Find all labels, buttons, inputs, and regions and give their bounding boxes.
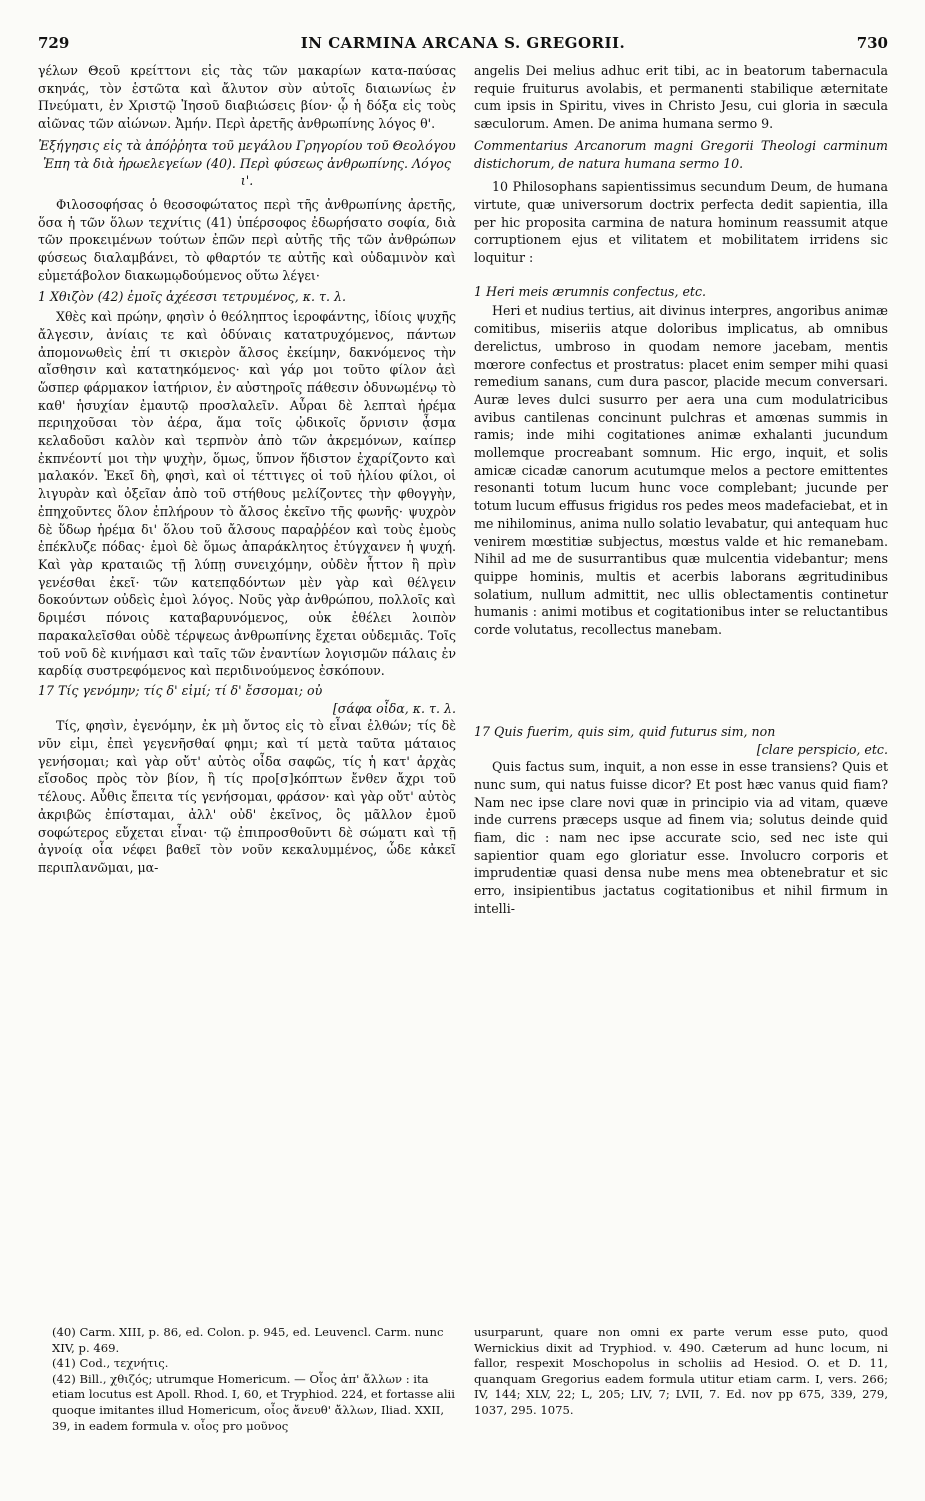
column-gap xyxy=(474,639,888,723)
latin-paragraph: Quis factus sum, inquit, a non esse in esse transiens? Quis et nunc sum, qui natus fuisse dicor? Et post hæc vanus quid fiam? Nam nec ipse clare novi quæ in principio via ad vitam, quæve inde currens præceps usque ad finem via; solutus deinde quid fiam, dic : nam nec ipse accurate scio, sed nec iste qui sapientior quam ego gloriatur esse. Involucro corporis et imprudentiæ quasi densa nube mens mea obtenebratur et sic erro, insipientibus jactatus cogitationibus et nihil firmum in intelli- xyxy=(474,759,888,916)
greek-lemma: 17 Τίς γενόμην; τίς δ' εἰμί; τί δ' ἔσσομαι; οὐ xyxy=(38,682,323,698)
page-number-right: 730 xyxy=(856,34,888,52)
latin-column xyxy=(474,62,888,918)
footnotes-right xyxy=(474,1325,888,1419)
page-number-left: 729 xyxy=(38,34,70,52)
page-header xyxy=(38,34,888,56)
greek-column xyxy=(38,62,456,877)
greek-paragraph: Χθὲς καὶ πρώην, φησὶν ὁ θεόληπτος ἱεροφάντης, ἰδίοις ψυχῆς ἄλγεσιν, ἀνίαις τε καὶ ὀδύναις κατατρυχόμενος, πάντων ἀπομονωθεὶς ἐπί τι σκιερὸν ἄλσος ἐκείμην, δακνόμενος τὴν αἴσθησιν καὶ κατατηκόμενος· καὶ γάρ μοι τοῦτο φίλον ἀεὶ ὥσπερ φάρμακον ἰατήριον, ἐν αὐστηροῖς πάθεσιν ὀδυνωμένῳ τὸ καθ' ἡσυχίαν ἐμαυτῷ προσλαλεῖν. Αὖραι δὲ λεπταὶ ἠρέμα περιηχοῦσαι τὸν ἀέρα, ἅμα τοῖς ᾠδικοῖς ὄρνισιν ᾆσμα κελαδοῦσι καλὸν καὶ τερπνὸν ἀπὸ τῶν ἀκρεμόνων, καίπερ ἐκπνέοντί μοι τὴν ψυχὴν, ὅμως, ὕπνον ἥδιστον ἐχαρίζοντο καὶ μαλακόν. Ἐκεῖ δὴ, φησὶ, καὶ οἱ τέττιγες οἱ τοῦ ἡλίου φίλοι, οἱ λιγυρὰν καὶ ὀξεῖαν ἀπὸ τοῦ στήθους μελίζοντες τὴν φθογγὴν, ἐπηχοῦντες ὅλον ἐπλήρουν τὸ ἄλσος ἐκεῖνο τῆς φωνῆς· ψυχρὸν δὲ ὕδωρ ἠρέμα δι' ὅλου τοῦ ἄλσους παραῤῥέον καὶ τοὺς ἐμοὺς ἐπέκλυζε πόδας· ἐμοὶ δὲ ὅμως ἀπαράκλητος ἐτύγχανεν ἡ ψυχή. Καὶ γὰρ κραταιῶς τῇ λύπῃ συνειχόμην, οὐδὲν ἧττον ἢ πρὶν γενέσθαι ἐκεῖ· τῶν κατεπᾳδόντων μὲν γὰρ καὶ θέλγειν δοκούντων οὐδεὶς ἐμοὶ λόγος. Νοῦς γὰρ ἀνθρώπου, πολλοῖς καὶ δριμέσι πόνοις καταβαρυνόμενος, οὐκ ἐθέλει λοιπὸν παρακαλεῖσθαι οὐδὲ τέρψεως ἀνθρωπίνης ἔχεται οὐδεμιᾶς. Τοῖς τοῦ νοῦ δὲ κινήμασι καὶ ταῖς τῶν ἐναντίων λογισμῶν πάλαις ἐν καρδίᾳ συστρεφόμενος καὶ περιδινούμενος ἐσκόπουν. xyxy=(38,309,456,679)
latin-paragraph: 10 Philosophans sapientissimus secundum Deum, de humana virtute, quæ universorum doctrix perfecta dedit sapientia, illa per hic proposita carmina de natura hominum reassumit atque corruptionem ejus et vilitatem et mobilitatem irridens sic loquitur : xyxy=(474,179,888,266)
latin-paragraph: angelis Dei melius adhuc erit tibi, ac in beatorum tabernacula requie fruiturus avolabis, et permanenti stabilique æternitate cum ipsis in Spiritu, vives in Christo Jesu, cui gloria in sæcula sæculorum. Amen. De anima humana sermo 9. xyxy=(474,63,888,132)
greek-paragraph: γέλων Θεοῦ κρείττονι εἰς τὰς τῶν μακαρίων κατα-παύσας σκηνάς, τὸν ἑστῶτα καὶ ἄλυτον σὺν αὐτοῖς διαιωνίως ἐν Πνεύματι, ἐν Χριστῷ Ἰησοῦ διαβιώσεις βίον· ᾧ ἡ δόξα εἰς τοὺς αἰῶνας τῶν αἰώνων. Ἀμήν. Περὶ ἀρετῆς ἀνθρωπίνης λόγος θ'. xyxy=(38,63,456,132)
footnotes-left xyxy=(52,1325,456,1434)
running-title: IN CARMINA ARCANA S. GREGORII. xyxy=(300,34,626,52)
footnote-continuation: usurparunt, quare non omni ex parte verum esse puto, quod Wernickius dixit ad Tryphiod. v. 490. Cæterum ad hunc locum, ni fallor, respexit Moschopolus in scholiis ad Hesiod. O. et D. 11, quanquam Gregorius eadem formula utitur etiam carm. I, vers. 266; IV, 144; XLV, 22; L, 205; LIV, 7; LVII, 7. Ed. nov pp 675, 339, 279, 1037, 295. 1075. xyxy=(474,1325,888,1417)
latin-paragraph: Heri et nudius tertius, ait divinus interpres, angoribus animæ comitibus, miseriis atque doloribus implicatus, ab omnibus derelictus, umbroso in quodam nemore jacebam, mentis mœrore confectus et prostratus: placet enim semper mihi quasi remedium sanans, cum dura pascor, placide mecum conversari. Auræ leves dulci susurro per aera una cum modulatricibus avibus cantilenas concinunt pulchras et amœnas summis in ramis; inde mihi cogitationes animæ exhalanti jucundum mollemque procreabant somnum. Hic ergo, inquit, et solis amicæ cicadæ canorum acutumque melos a pectore emittentes resonanti totum lucum hunc voce complebant; jucunde per totum lucum effusus frigidus ros pedes meos madefaciebat, et in me nihilominus, anima nullo solatio levabatur, qui antequam huc venirem mœstitiæ subjectus, mœstus valde et hic remanebam. Nihil ad me de susurrantibus quæ mulcentia videbantur; mens quippe hominis, multis et acerbis laborans ægritudinibus solatium, nullum admittit, nec ullis oblectamentis continetur humanis : animi motibus et cogitationibus inter se reluctantibus corde volutatus, recollectus manebam. xyxy=(474,303,888,638)
latin-lemma: 17 Quis fuerim, quis sim, quid futurus sim, non xyxy=(474,723,776,739)
footnote-41: (41) Cod., τεχνήτις. xyxy=(52,1356,169,1371)
greek-lemma: 1 Χθιζὸν (42) ἐμοῖς ἀχέεσσι τετρυμένος, κ. τ. λ. xyxy=(38,289,346,305)
greek-section-title: Ἐξήγησις εἰς τὰ ἀπόῤῥητα τοῦ μεγάλου Γρηγορίου τοῦ Θεολόγου Ἐπη τὰ διὰ ἡρωελεγείων (40). Περὶ φύσεως ἀνθρωπίνης. Λόγος ι'. xyxy=(38,137,456,189)
footnote-42: (42) Bill., χθιζός; utrumque Homericum. — Οἶος ἀπ' ἄλλων : ita etiam locutus est Apoll. Rhod. I, 60, et Tryphiod. 224, et fortasse alii quoque imitantes illud Homericum, οἶος ἄνευθ' ἄλλων, Iliad. XXII, 39, in eadem formula v. οἶος pro μοῦνος xyxy=(52,1371,455,1433)
latin-lemma: 1 Heri meis ærumnis confectus, etc. xyxy=(474,283,707,299)
latin-section-title: Commentarius Arcanorum magni Gregorii Theologi carminum distichorum, de natura humana sermo 10. xyxy=(474,137,888,171)
greek-paragraph: Τίς, φησὶν, ἐγενόμην, ἐκ μὴ ὄντος εἰς τὸ εἶναι ἐλθών; τίς δὲ νῦν εἰμι, ἐπεὶ γεγενῆσθαί φημι; καὶ τί μετὰ ταῦτα μάταιος γενήσομαι; καὶ γὰρ οὔτ' αὐτὸς οἶδα σαφῶς, τίς ἡ κατ' ἀρχὰς εἴσοδος πρὸς τὸν βίον, ἢ τίς προ[σ]κόπτων ἔνθεν ἄχρι τοῦ τέλους. Αὖθις ἔπειτα τίς γενήσομαι, φράσον· καὶ γὰρ οὔτ' αὐτὸς ἀκριβῶς ἐπίσταμαι, ἀλλ' οὐδ' ἐκεῖνος, ὃς μᾶλλον ἐμοῦ σοφώτερος εὔχεται εἶναι· τῷ ἐπιπροσθοῦντι δὲ σώματι καὶ τῇ ἀγνοίᾳ οἷα νέφει βαθεῖ τὸν νοῦν κεκαλυμμένος, ὧδε κἀκεῖ περιπλανῶμαι, μα- xyxy=(38,718,456,875)
footnote-40: (40) Carm. XIII, p. 86, ed. Colon. p. 945, ed. Leuvencl. Carm. nunc XIV, p. 469. xyxy=(52,1325,444,1355)
greek-paragraph: Φιλοσοφήσας ὁ θεοσοφώτατος περὶ τῆς ἀνθρωπίνης ἀρετῆς, ὅσα ἡ τῶν ὅλων τεχνίτις (41) ὑπέρσοφος ἐδωρήσατο σοφία, διὰ τῶν προκειμένων τούτων ἐπῶν περὶ αὐτῆς τῆς τῶν ἀνθρώπων φύσεως διαλαμβάνει, τὸ φθαρτόν τε αὐτῆς καὶ οὐδαμινὸν καὶ εὐμετάβολον διακωμῳδούμενος οὕτω λέγει· xyxy=(38,196,456,283)
greek-lemma-continuation: [σάφα οἶδα, κ. τ. λ. xyxy=(332,700,456,716)
latin-lemma-continuation: [clare perspicio, etc. xyxy=(756,741,888,757)
